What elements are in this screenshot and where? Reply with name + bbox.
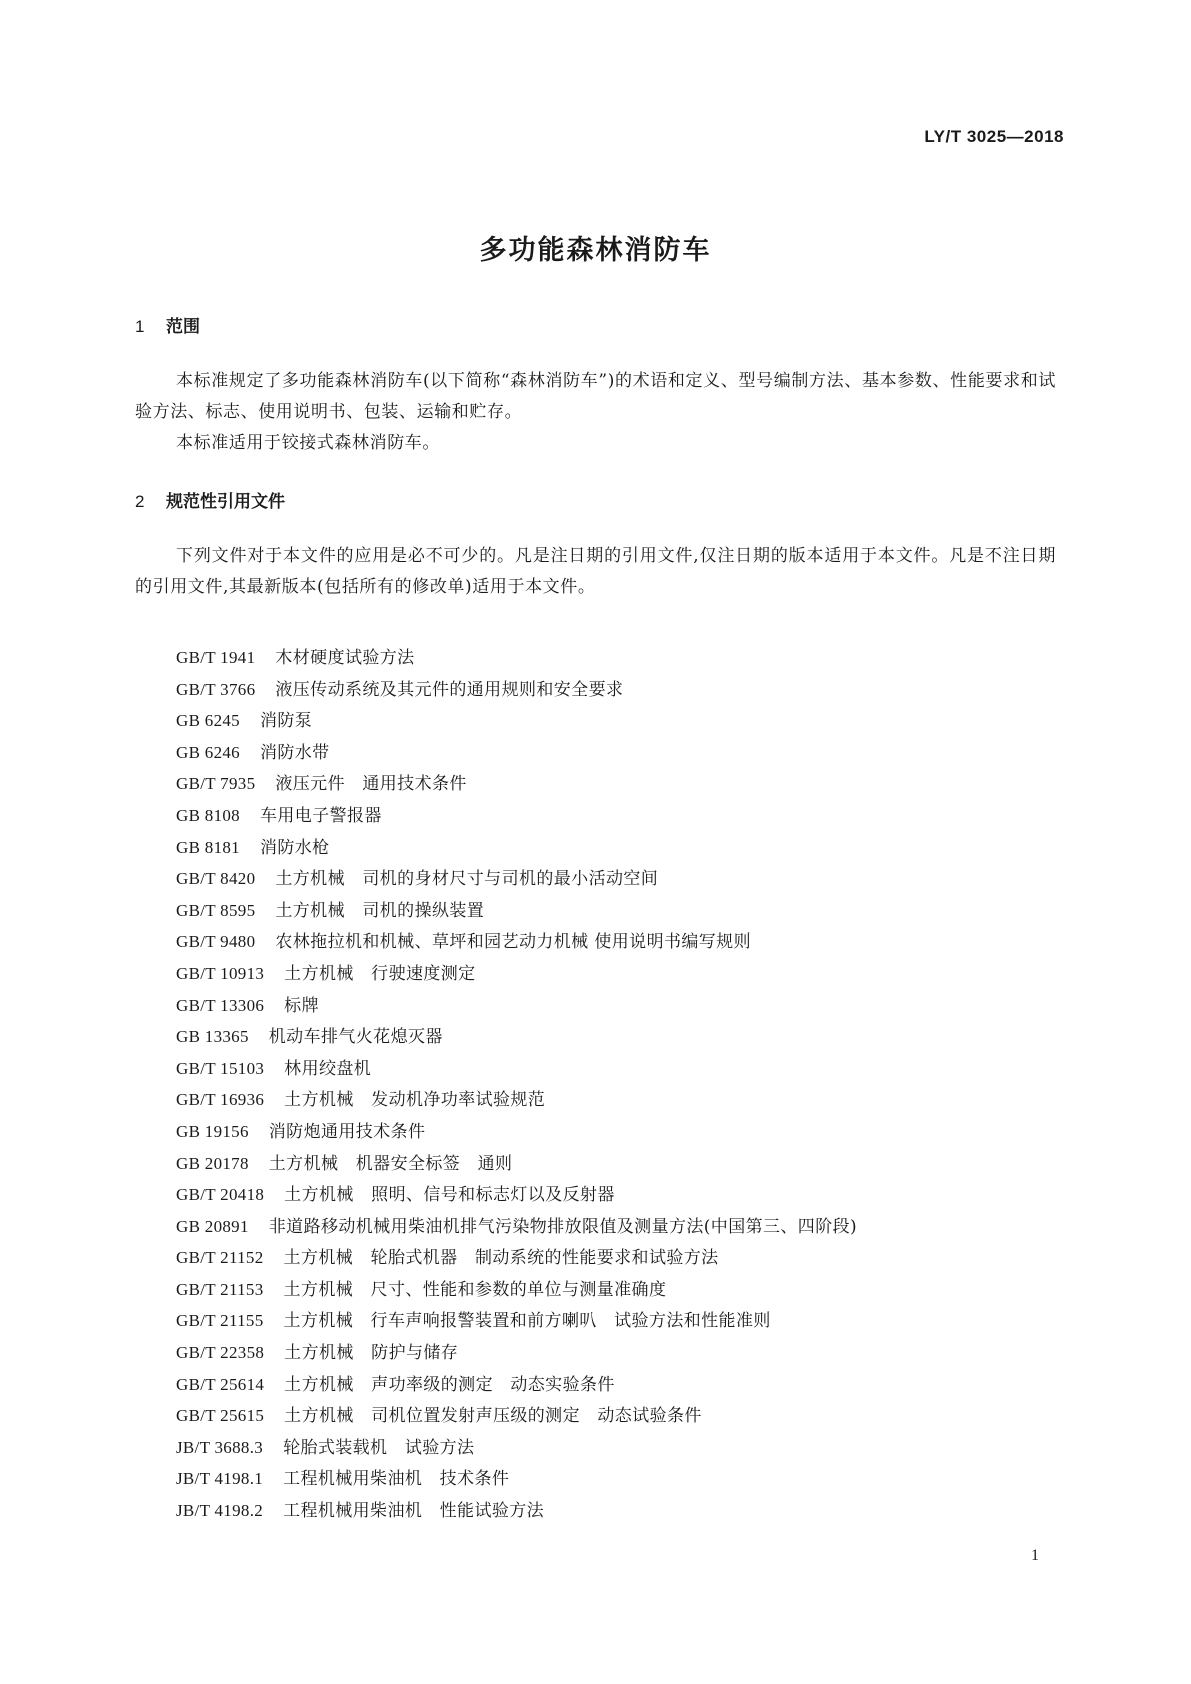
reference-item bbox=[176, 1053, 857, 1085]
page-number: 1 bbox=[1031, 1547, 1039, 1564]
reference-code: GB 8181 bbox=[176, 837, 240, 857]
reference-title: 消防水枪 bbox=[259, 837, 330, 858]
reference-code: GB 8108 bbox=[176, 805, 240, 825]
reference-code: GB/T 21152 bbox=[176, 1248, 264, 1268]
reference-title: 土方机械 司机的操纵装置 bbox=[275, 900, 485, 921]
reference-code: GB/T 21153 bbox=[176, 1279, 264, 1299]
reference-title: 机动车排气火花熄灭器 bbox=[268, 1027, 443, 1048]
reference-item bbox=[176, 1242, 857, 1274]
reference-item bbox=[176, 1179, 857, 1211]
reference-item bbox=[176, 1305, 857, 1337]
reference-code: GB 6245 bbox=[176, 711, 240, 731]
reference-title: 土方机械 行车声响报警装置和前方喇叭 试验方法和性能准则 bbox=[283, 1311, 771, 1332]
reference-item bbox=[176, 1116, 857, 1148]
reference-title: 液压传动系统及其元件的通用规则和安全要求 bbox=[275, 679, 624, 700]
reference-item bbox=[176, 1495, 857, 1527]
reference-item bbox=[176, 1274, 857, 1306]
reference-code: GB/T 8420 bbox=[176, 869, 256, 889]
reference-title: 土方机械 司机的身材尺寸与司机的最小活动空间 bbox=[275, 869, 659, 890]
reference-title: 工程机械用柴油机 性能试验方法 bbox=[283, 1501, 545, 1522]
section-number: 1 bbox=[135, 317, 145, 336]
reference-title: 土方机械 轮胎式机器 制动系统的性能要求和试验方法 bbox=[283, 1248, 719, 1269]
reference-title: 土方机械 机器安全标签 通则 bbox=[268, 1153, 513, 1174]
reference-code: GB 20891 bbox=[176, 1216, 249, 1236]
document-title: 多功能森林消防车 bbox=[479, 235, 712, 266]
section-title: 范围 bbox=[166, 317, 200, 337]
reference-title: 车用电子警报器 bbox=[259, 805, 382, 826]
reference-title: 土方机械 防护与储存 bbox=[284, 1343, 459, 1364]
section-2-heading bbox=[135, 487, 285, 512]
reference-title: 标牌 bbox=[284, 995, 319, 1016]
reference-item bbox=[176, 642, 857, 674]
reference-title: 农林拖拉机和机械、草坪和园艺动力机械 使用说明书编写规则 bbox=[275, 932, 751, 953]
reference-item bbox=[176, 1337, 857, 1369]
reference-title: 消防炮通用技术条件 bbox=[268, 1121, 426, 1142]
reference-title: 土方机械 行驶速度测定 bbox=[284, 963, 476, 984]
reference-code: GB/T 21155 bbox=[176, 1311, 264, 1331]
reference-code: GB 13365 bbox=[176, 1027, 249, 1047]
scope-paragraph: 本标准规定了多功能森林消防车(以下简称“森林消防车”)的术语和定义、型号编制方法、基本参数、性能要求和试验方法、标志、使用说明书、包装、运输和贮存。 bbox=[135, 371, 1057, 422]
reference-code: GB/T 15103 bbox=[176, 1058, 265, 1078]
reference-code: GB/T 25615 bbox=[176, 1406, 265, 1426]
reference-title: 土方机械 尺寸、性能和参数的单位与测量准确度 bbox=[283, 1279, 667, 1300]
reference-item bbox=[176, 674, 857, 706]
reference-item bbox=[176, 705, 857, 737]
reference-list bbox=[176, 642, 857, 1527]
section-1-heading bbox=[135, 312, 200, 337]
reference-item bbox=[176, 1084, 857, 1116]
reference-item bbox=[176, 768, 857, 800]
reference-code: GB/T 10913 bbox=[176, 963, 265, 983]
reference-item bbox=[176, 737, 857, 769]
reference-item bbox=[176, 895, 857, 927]
reference-code: JB/T 4198.2 bbox=[176, 1501, 264, 1521]
reference-title: 轮胎式装载机 试验方法 bbox=[283, 1437, 475, 1458]
reference-title: 土方机械 声功率级的测定 动态实验条件 bbox=[284, 1374, 615, 1395]
section-title: 规范性引用文件 bbox=[166, 492, 285, 512]
reference-title: 非道路移动机械用柴油机排气污染物排放限值及测量方法(中国第三、四阶段) bbox=[268, 1216, 858, 1237]
reference-code: GB/T 7935 bbox=[176, 774, 256, 794]
reference-item bbox=[176, 1432, 857, 1464]
reference-title: 土方机械 发动机净功率试验规范 bbox=[284, 1090, 546, 1111]
reference-item bbox=[176, 1369, 857, 1401]
reference-code: GB/T 22358 bbox=[176, 1343, 265, 1363]
reference-item bbox=[176, 1463, 857, 1495]
standard-code: LY/T 3025—2018 bbox=[924, 127, 1064, 146]
reference-title: 林用绞盘机 bbox=[284, 1058, 372, 1079]
reference-code: JB/T 4198.1 bbox=[176, 1469, 264, 1489]
reference-item bbox=[176, 800, 857, 832]
reference-item bbox=[176, 926, 857, 958]
reference-title: 消防泵 bbox=[259, 711, 313, 732]
reference-code: GB 20178 bbox=[176, 1153, 249, 1173]
reference-title: 液压元件 通用技术条件 bbox=[275, 774, 467, 795]
reference-item bbox=[176, 958, 857, 990]
reference-title: 木材硬度试验方法 bbox=[275, 648, 415, 668]
scope-applicability-paragraph: 本标准适用于铰接式森林消防车。 bbox=[176, 433, 440, 453]
reference-item bbox=[176, 1021, 857, 1053]
reference-code: GB/T 13306 bbox=[176, 995, 265, 1015]
reference-item bbox=[176, 1211, 857, 1243]
reference-title: 消防水带 bbox=[259, 742, 330, 763]
reference-title: 土方机械 照明、信号和标志灯以及反射器 bbox=[284, 1185, 615, 1206]
reference-code: GB/T 16936 bbox=[176, 1090, 265, 1110]
reference-title: 土方机械 司机位置发射声压级的测定 动态试验条件 bbox=[284, 1406, 702, 1427]
reference-item bbox=[176, 1148, 857, 1180]
reference-code: JB/T 3688.3 bbox=[176, 1437, 264, 1457]
section-number: 2 bbox=[135, 492, 145, 511]
reference-title: 工程机械用柴油机 技术条件 bbox=[283, 1469, 510, 1490]
reference-code: GB/T 25614 bbox=[176, 1374, 265, 1394]
reference-code: GB 19156 bbox=[176, 1121, 249, 1141]
reference-item bbox=[176, 990, 857, 1022]
reference-item bbox=[176, 832, 857, 864]
reference-code: GB/T 1941 bbox=[176, 648, 256, 667]
reference-code: GB/T 8595 bbox=[176, 900, 256, 920]
normative-references-intro: 下列文件对于本文件的应用是必不可少的。凡是注日期的引用文件,仅注日期的版本适用于本文件。凡是不注日期的引用文件,其最新版本(包括所有的修改单)适用于本文件。 bbox=[135, 546, 1056, 597]
reference-item bbox=[176, 863, 857, 895]
reference-code: GB/T 3766 bbox=[176, 679, 256, 699]
reference-item bbox=[176, 1400, 857, 1432]
reference-code: GB 6246 bbox=[176, 742, 240, 762]
reference-code: GB/T 9480 bbox=[176, 932, 256, 952]
reference-code: GB/T 20418 bbox=[176, 1185, 265, 1205]
